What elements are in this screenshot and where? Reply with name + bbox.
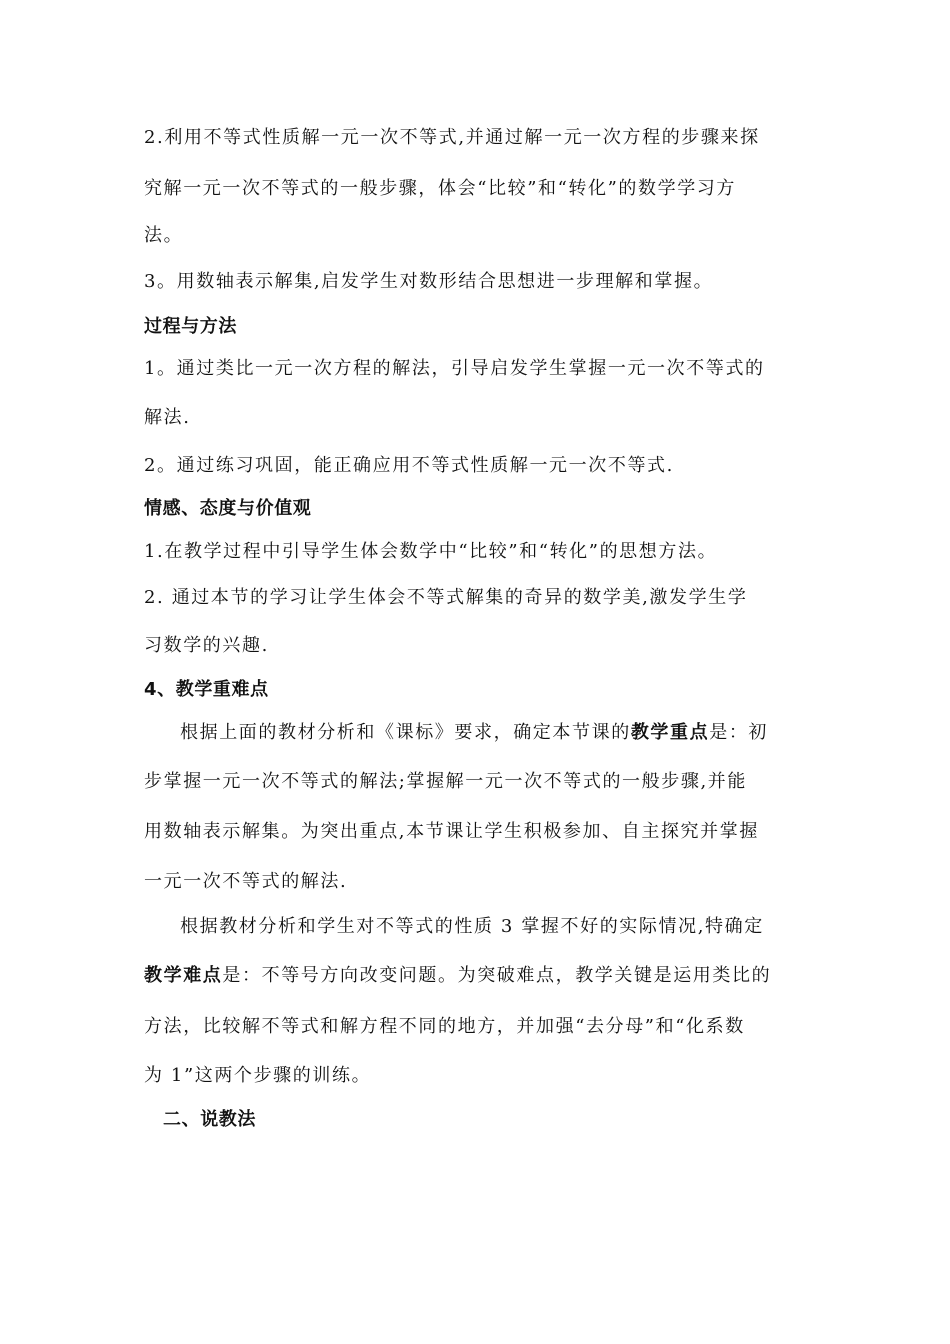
difficult-points-paragraph-line-3: 方法，比较解不等式和解方程不同的地方，并加强“去分母”和“化系数 — [144, 1016, 745, 1037]
emotion-2-line-2: 习数学的兴趣. — [144, 635, 269, 656]
section-heading-teaching-methods: 二、说教法 — [163, 1109, 256, 1130]
objective-2-line-1: 2.利用不等式性质解一元一次不等式,并通过解一元一次方程的步骤来探 — [144, 127, 760, 148]
difficult-points-paragraph-line-4: 为 1”这两个步骤的训练。 — [144, 1065, 372, 1086]
key-points-paragraph-line-4: 一元一次不等式的解法. — [144, 871, 348, 892]
objective-2-line-3: 法。 — [144, 225, 184, 246]
text-span: 是：初 — [709, 722, 769, 743]
difficult-point-emphasis: 教学难点 — [144, 965, 223, 986]
process-2: 2。通过练习巩固，能正确应用不等式性质解一元一次不等式. — [144, 455, 674, 476]
emotion-1: 1.在教学过程中引导学生体会数学中“比较”和“转化”的思想方法。 — [144, 541, 718, 562]
text-span: 是：不等号方向改变问题。为突破难点，教学关键是运用类比的 — [222, 965, 772, 986]
difficult-points-paragraph-line-1: 根据教材分析和学生对不等式的性质 3 掌握不好的实际情况,特确定 — [180, 916, 764, 937]
objective-3: 3。用数轴表示解集,启发学生对数形结合思想进一步理解和掌握。 — [144, 271, 714, 292]
key-point-emphasis: 教学重点 — [630, 722, 710, 743]
process-1-line-1: 1。通过类比一元一次方程的解法，引导启发学生掌握一元一次不等式的 — [144, 358, 765, 379]
emotion-2-line-1: 2. 通过本节的学习让学生体会不等式解集的奇异的数学美,激发学生学 — [144, 587, 748, 608]
process-1-line-2: 解法. — [144, 407, 191, 428]
heading-key-difficult-points: 4、教学重难点 — [144, 679, 269, 700]
text-span: 根据上面的教材分析和《课标》要求，确定本节课的 — [180, 722, 631, 743]
key-points-paragraph-line-3: 用数轴表示解集。为突出重点,本节课让学生积极参加、自主探究并掌握 — [144, 821, 759, 842]
key-points-paragraph-line-2: 步掌握一元一次不等式的解法;掌握解一元一次不等式的一般步骤,并能 — [144, 771, 747, 792]
key-points-paragraph-line-1 — [180, 721, 768, 745]
objective-2-line-2: 究解一元一次不等式的一般步骤，体会“比较”和“转化”的数学学习方 — [144, 178, 737, 199]
heading-process-and-method: 过程与方法 — [144, 316, 237, 337]
heading-emotion-attitude-values: 情感、态度与价值观 — [144, 498, 312, 519]
difficult-points-paragraph-line-2 — [144, 964, 771, 988]
